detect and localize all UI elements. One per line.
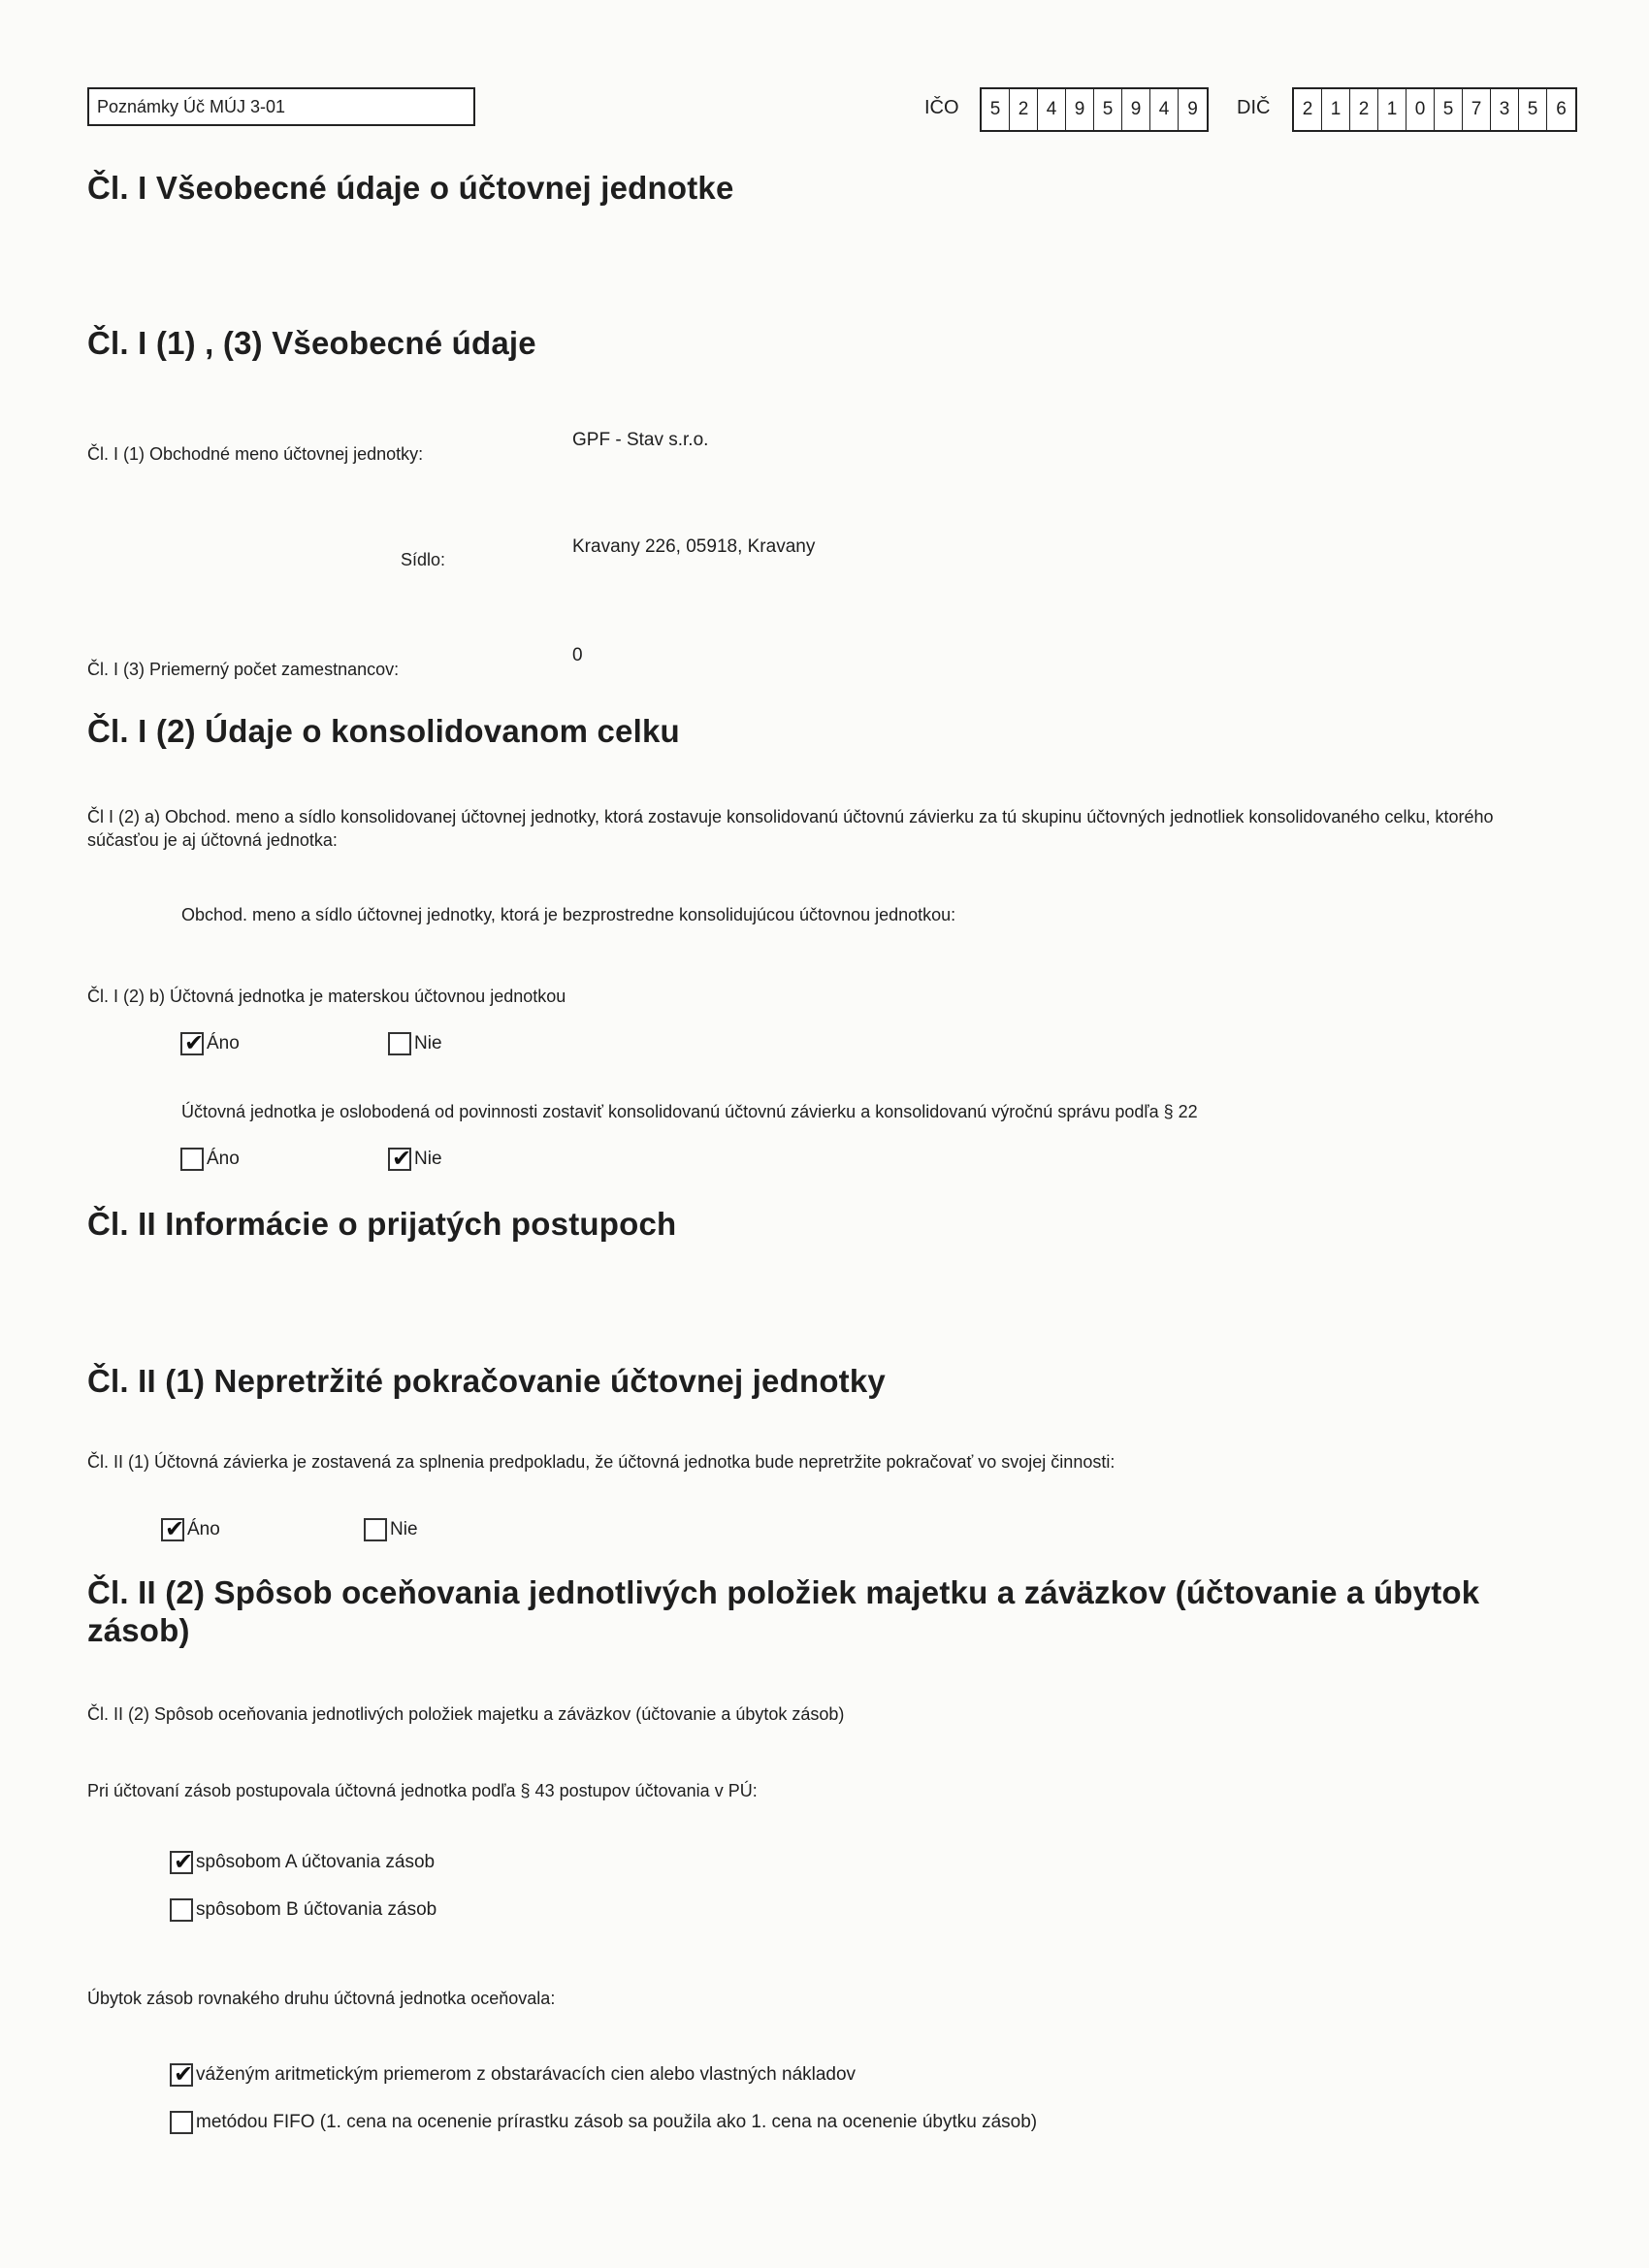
- ico-label: IČO: [924, 97, 959, 118]
- direct-parent-text: Obchod. meno a sídlo účtovnej jednotky, ktorá je bezprostredne konsolidujúcou účtovnou jednotkou:: [181, 905, 956, 924]
- inventory-text: Pri účtovaní zásob postupovala účtovná jednotka podľa § 43 postupov účtovania v PÚ:: [87, 1781, 758, 1800]
- digit-cell: 4: [1038, 89, 1066, 130]
- digit-cell: 2: [1010, 89, 1038, 130]
- ico-field[interactable]: [980, 87, 1209, 132]
- section-1-sub2-title: Čl. I (2) Údaje o konsolidovanom celku: [87, 713, 680, 749]
- weighted-average-label: váženým aritmetickým priemerom z obstarávacích cien alebo vlastných nákladov: [196, 2064, 857, 2085]
- decrease-text: Úbytok zásob rovnakého druhu účtovná jednotka oceňovala:: [87, 1989, 556, 2008]
- fifo-checkbox[interactable]: [170, 2111, 193, 2134]
- digit-cell: 5: [1519, 89, 1547, 130]
- parent-yes-checkbox[interactable]: [180, 1032, 204, 1055]
- check-mark-icon: ✔: [184, 1030, 205, 1056]
- fifo-option[interactable]: [170, 2111, 1037, 2134]
- dic-field[interactable]: [1292, 87, 1577, 132]
- going-concern-text: Čl. II (1) Účtovná závierka je zostavená za splnenia predpokladu, že účtovná jednotka bude nepretržite pokračovať vo svojej činnosti:: [87, 1452, 1116, 1472]
- digit-cell: 9: [1122, 89, 1150, 130]
- digit-cell: 9: [1187, 99, 1198, 119]
- consolidation-b-text: Čl. I (2) b) Účtovná jednotka je materskou účtovnou jednotkou: [87, 987, 566, 1006]
- digit-cell: 6: [1556, 99, 1567, 119]
- exempt-no-checkbox[interactable]: [388, 1148, 411, 1171]
- method-a-option[interactable]: [170, 1851, 435, 1874]
- weighted-average-option[interactable]: [170, 2063, 856, 2087]
- exempt-text: Účtovná jednotka je oslobodená od povinnosti zostaviť konsolidovanú účtovnú závierku a konsolidovanú výročnú správu podľa § 22: [181, 1102, 1198, 1121]
- digit-cell: 3: [1491, 89, 1519, 130]
- check-mark-icon: ✔: [165, 1516, 185, 1542]
- seat-label: Sídlo:: [401, 550, 446, 569]
- parent-no-label: Nie: [414, 1033, 442, 1053]
- digit-cell: 5: [1435, 89, 1463, 130]
- check-mark-icon: ✔: [174, 2061, 194, 2088]
- check-mark-icon: ✔: [392, 1146, 412, 1172]
- digit-cell: 5: [1094, 89, 1122, 130]
- seat-value: Kravany 226, 05918, Kravany: [572, 536, 816, 557]
- exempt-yes-checkbox[interactable]: [180, 1148, 204, 1171]
- parent-no-checkbox[interactable]: [388, 1032, 411, 1055]
- going-concern-no-option[interactable]: [364, 1518, 418, 1541]
- employees-value: 0: [572, 645, 583, 665]
- going-concern-no-label: Nie: [390, 1519, 418, 1539]
- form-code-box: [87, 87, 475, 126]
- fifo-label: metódou FIFO (1. cena na ocenenie prírastku zásob sa použila ako 1. cena na ocenenie úbytku zásob): [196, 2112, 1038, 2132]
- going-concern-yes-label: Áno: [187, 1519, 220, 1539]
- digit-cell: 5: [982, 89, 1010, 130]
- digit-cell: 9: [1066, 89, 1094, 130]
- digit-cell: 2: [1350, 89, 1378, 130]
- going-concern-no-checkbox[interactable]: [364, 1518, 387, 1541]
- valuation-text: Čl. II (2) Spôsob oceňovania jednotlivých položiek majetku a záväzkov (účtovanie a úbytok zásob): [87, 1704, 845, 1724]
- digit-cell: 1: [1322, 89, 1350, 130]
- going-concern-yes-option[interactable]: [161, 1518, 220, 1541]
- method-a-label: spôsobom A účtovania zásob: [196, 1852, 436, 1872]
- company-name-value: GPF - Stav s.r.o.: [572, 430, 709, 450]
- method-b-label: spôsobom B účtovania zásob: [196, 1899, 437, 1920]
- digit-cell: 2: [1294, 89, 1322, 130]
- weighted-average-checkbox[interactable]: [170, 2063, 193, 2087]
- exempt-no-option[interactable]: [388, 1148, 442, 1171]
- going-concern-yes-checkbox[interactable]: [161, 1518, 184, 1541]
- method-b-checkbox[interactable]: [170, 1898, 193, 1922]
- form-code: Poznámky Úč MÚJ 3-01: [97, 97, 286, 116]
- method-a-checkbox[interactable]: [170, 1851, 193, 1874]
- section-1-sub1-title: Čl. I (1) , (3) Všeobecné údaje: [87, 325, 536, 361]
- consolidation-a-text: Čl I (2) a) Obchod. meno a sídlo konsolidovanej účtovnej jednotky, ktorá zostavuje konsolidovanú účtovnú závierku za tú skupinu účtovných jednotliek konsolidovaného celku, ktorého súčasťou je aj účtovná jednotka:: [87, 807, 1494, 850]
- dic-label: DIČ: [1237, 97, 1271, 118]
- digit-cell: 0: [1406, 89, 1435, 130]
- check-mark-icon: ✔: [174, 1849, 194, 1875]
- section-1-title: Čl. I Všeobecné údaje o účtovnej jednotke: [87, 170, 734, 206]
- digit-cell: 7: [1463, 89, 1491, 130]
- method-b-option[interactable]: [170, 1898, 436, 1922]
- exempt-no-label: Nie: [414, 1149, 442, 1169]
- parent-yes-label: Áno: [207, 1033, 240, 1053]
- exempt-yes-label: Áno: [207, 1149, 240, 1169]
- parent-no-option[interactable]: [388, 1032, 442, 1055]
- section-2-sub1-title: Čl. II (1) Nepretržité pokračovanie účtovnej jednotky: [87, 1363, 886, 1399]
- employees-label: Čl. I (3) Priemerný počet zamestnancov:: [87, 660, 400, 679]
- section-2-title: Čl. II Informácie o prijatých postupoch: [87, 1206, 677, 1242]
- parent-yes-option[interactable]: [180, 1032, 240, 1055]
- digit-cell: 1: [1378, 89, 1406, 130]
- company-name-label: Čl. I (1) Obchodné meno účtovnej jednotky:: [87, 444, 424, 464]
- section-2-sub2-title: Čl. II (2) Spôsob oceňovania jednotlivých položiek majetku a záväzkov (účtovanie a úbytok zásob): [87, 1574, 1480, 1648]
- exempt-yes-option[interactable]: [180, 1148, 240, 1171]
- digit-cell: 4: [1150, 89, 1179, 130]
